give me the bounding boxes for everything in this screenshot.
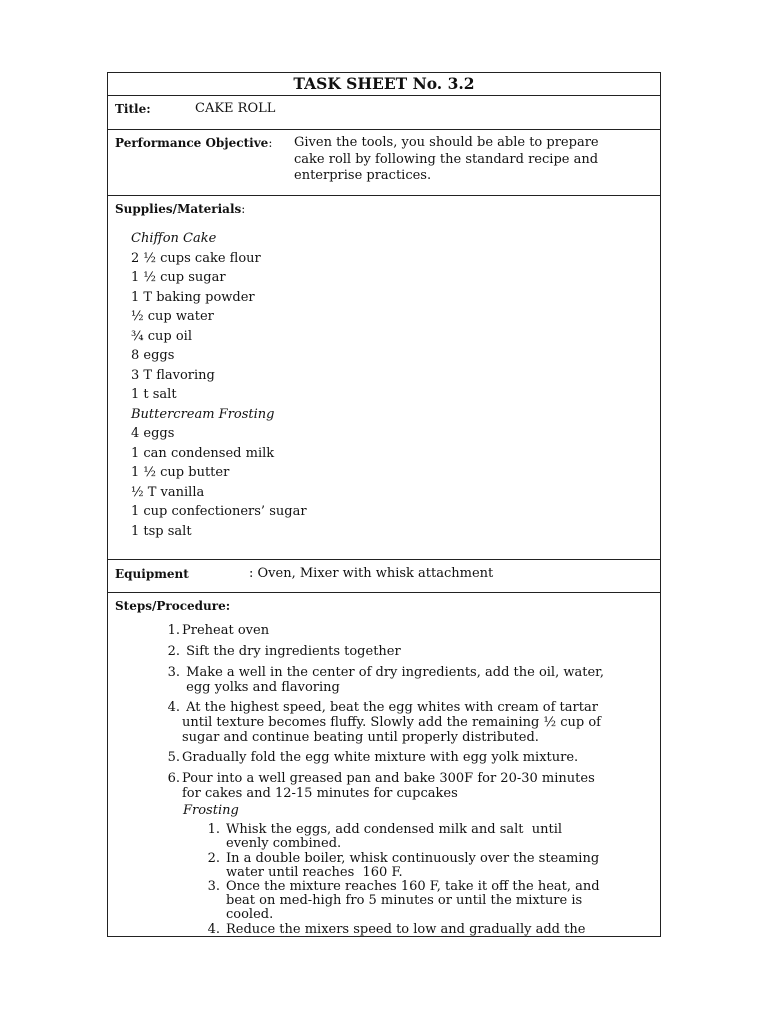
- step-text: [182, 623, 656, 638]
- performance-objective-row: [108, 130, 660, 196]
- supply-item: ½ cup water: [131, 309, 214, 324]
- frosting-step-line: In a double boiler, whisk continuously over the steaming: [226, 851, 600, 866]
- frosting-step-line: cooled.: [226, 907, 274, 922]
- frosting-heading: Frosting: [183, 803, 239, 818]
- supply-item: 1 can condensed milk: [131, 445, 275, 461]
- frosting-step-line: Once the mixture reaches 160 F, take it off the heat, and: [226, 879, 600, 894]
- step-line: Sift the dry ingredients together: [182, 644, 401, 659]
- frosting-step-line: water until reaches 160 F.: [226, 865, 403, 880]
- supply-item: 8 eggs: [131, 348, 175, 363]
- performance-objective-label: [115, 136, 272, 150]
- frosting-step-number: 2.: [207, 851, 220, 866]
- frosting-step-text: [226, 852, 656, 880]
- step-number: 6.: [167, 771, 180, 786]
- step-line: Pour into a well greased pan and bake 300F for 20-30 minutes: [182, 771, 595, 786]
- step-number: 2.: [167, 644, 180, 659]
- task-sheet-header: [108, 73, 660, 96]
- task-sheet-title: TASK SHEET No. 3.2: [293, 74, 475, 93]
- supply-item: 4 eggs: [131, 426, 175, 441]
- step-line: for cakes and 12-15 minutes for cupcakes: [182, 786, 458, 801]
- step-number: 5.: [167, 750, 180, 765]
- supplies-label-colon: :: [241, 202, 246, 216]
- frosting-step-line: evenly combined.: [226, 836, 342, 851]
- supply-item: 1 ½ cup sugar: [131, 270, 226, 285]
- performance-line: enterprise practices.: [294, 168, 432, 183]
- step-line: until texture becomes fluffy. Slowly add the remaining ½ cup of: [182, 715, 601, 730]
- supply-item: ¾ cup oil: [131, 328, 192, 344]
- supplies-label-text: Supplies/Materials: [115, 202, 242, 216]
- performance-objective-text: [294, 135, 599, 185]
- supply-item: 1 tsp salt: [131, 523, 192, 539]
- performance-line: Given the tools, you should be able to prepare: [294, 135, 599, 150]
- step-line: sugar and continue beating until properly distributed.: [182, 730, 539, 745]
- steps-label: Steps/Procedure:: [115, 599, 231, 613]
- supplies-label: [115, 202, 245, 216]
- frosting-step-number: 3.: [207, 879, 220, 894]
- frosting-step-number: 1.: [207, 822, 220, 837]
- equipment-value: : Oven, Mixer with whisk attachment: [249, 566, 494, 581]
- step-text: [182, 771, 656, 801]
- step-text: [182, 665, 656, 695]
- equipment-label: Equipment: [115, 567, 189, 581]
- step-text: [182, 644, 656, 659]
- frosting-step-text: [226, 823, 656, 851]
- supply-item: 1 cup confectioners’ sugar: [131, 504, 307, 519]
- step-number: 4.: [167, 700, 180, 715]
- supply-item: 1 ½ cup butter: [131, 465, 230, 480]
- supplies-materials-row: [108, 196, 660, 560]
- step-line: egg yolks and flavoring: [182, 680, 340, 695]
- frosting-step-line: beat on med-high fro 5 minutes or until the mixture is: [226, 893, 583, 908]
- performance-label-text: Performance Objective: [115, 136, 269, 150]
- title-label: Title:: [115, 102, 151, 116]
- performance-line: cake roll by following the standard recipe and: [294, 151, 599, 167]
- frosting-step-text: [226, 880, 656, 922]
- step-line: Preheat oven: [182, 623, 270, 638]
- supply-item: 1 t salt: [131, 387, 177, 402]
- step-text: [182, 750, 656, 765]
- supply-item: ½ T vanilla: [131, 484, 205, 500]
- step-line: Gradually fold the egg white mixture with egg yolk mixture.: [182, 750, 579, 765]
- supplies-subheading: Buttercream Frosting: [131, 406, 275, 422]
- supply-item: 2 ½ cups cake flour: [131, 250, 261, 266]
- frosting-step-text: [226, 923, 656, 937]
- step-line: At the highest speed, beat the egg whites with cream of tartar: [182, 700, 598, 715]
- supply-item: 1 T baking powder: [131, 289, 255, 305]
- frosting-step-line: Whisk the eggs, add condensed milk and salt until: [226, 822, 563, 837]
- frosting-step-line: Reduce the mixers speed to low and gradually add the: [226, 922, 586, 937]
- supply-item: 3 T flavoring: [131, 367, 215, 383]
- supplies-subheading: Chiffon Cake: [131, 231, 217, 246]
- equipment-row: [108, 560, 660, 593]
- title-value: CAKE ROLL: [195, 101, 276, 116]
- title-row: [108, 96, 660, 130]
- step-number: 1.: [167, 623, 180, 638]
- frosting-step-number: 4.: [207, 922, 220, 937]
- step-line: Make a well in the center of dry ingredients, add the oil, water,: [182, 665, 605, 680]
- step-number: 3.: [167, 665, 180, 680]
- step-text: [182, 700, 656, 745]
- performance-label-colon: :: [268, 136, 273, 150]
- task-sheet: [107, 72, 661, 937]
- steps-procedure-row: [108, 593, 660, 937]
